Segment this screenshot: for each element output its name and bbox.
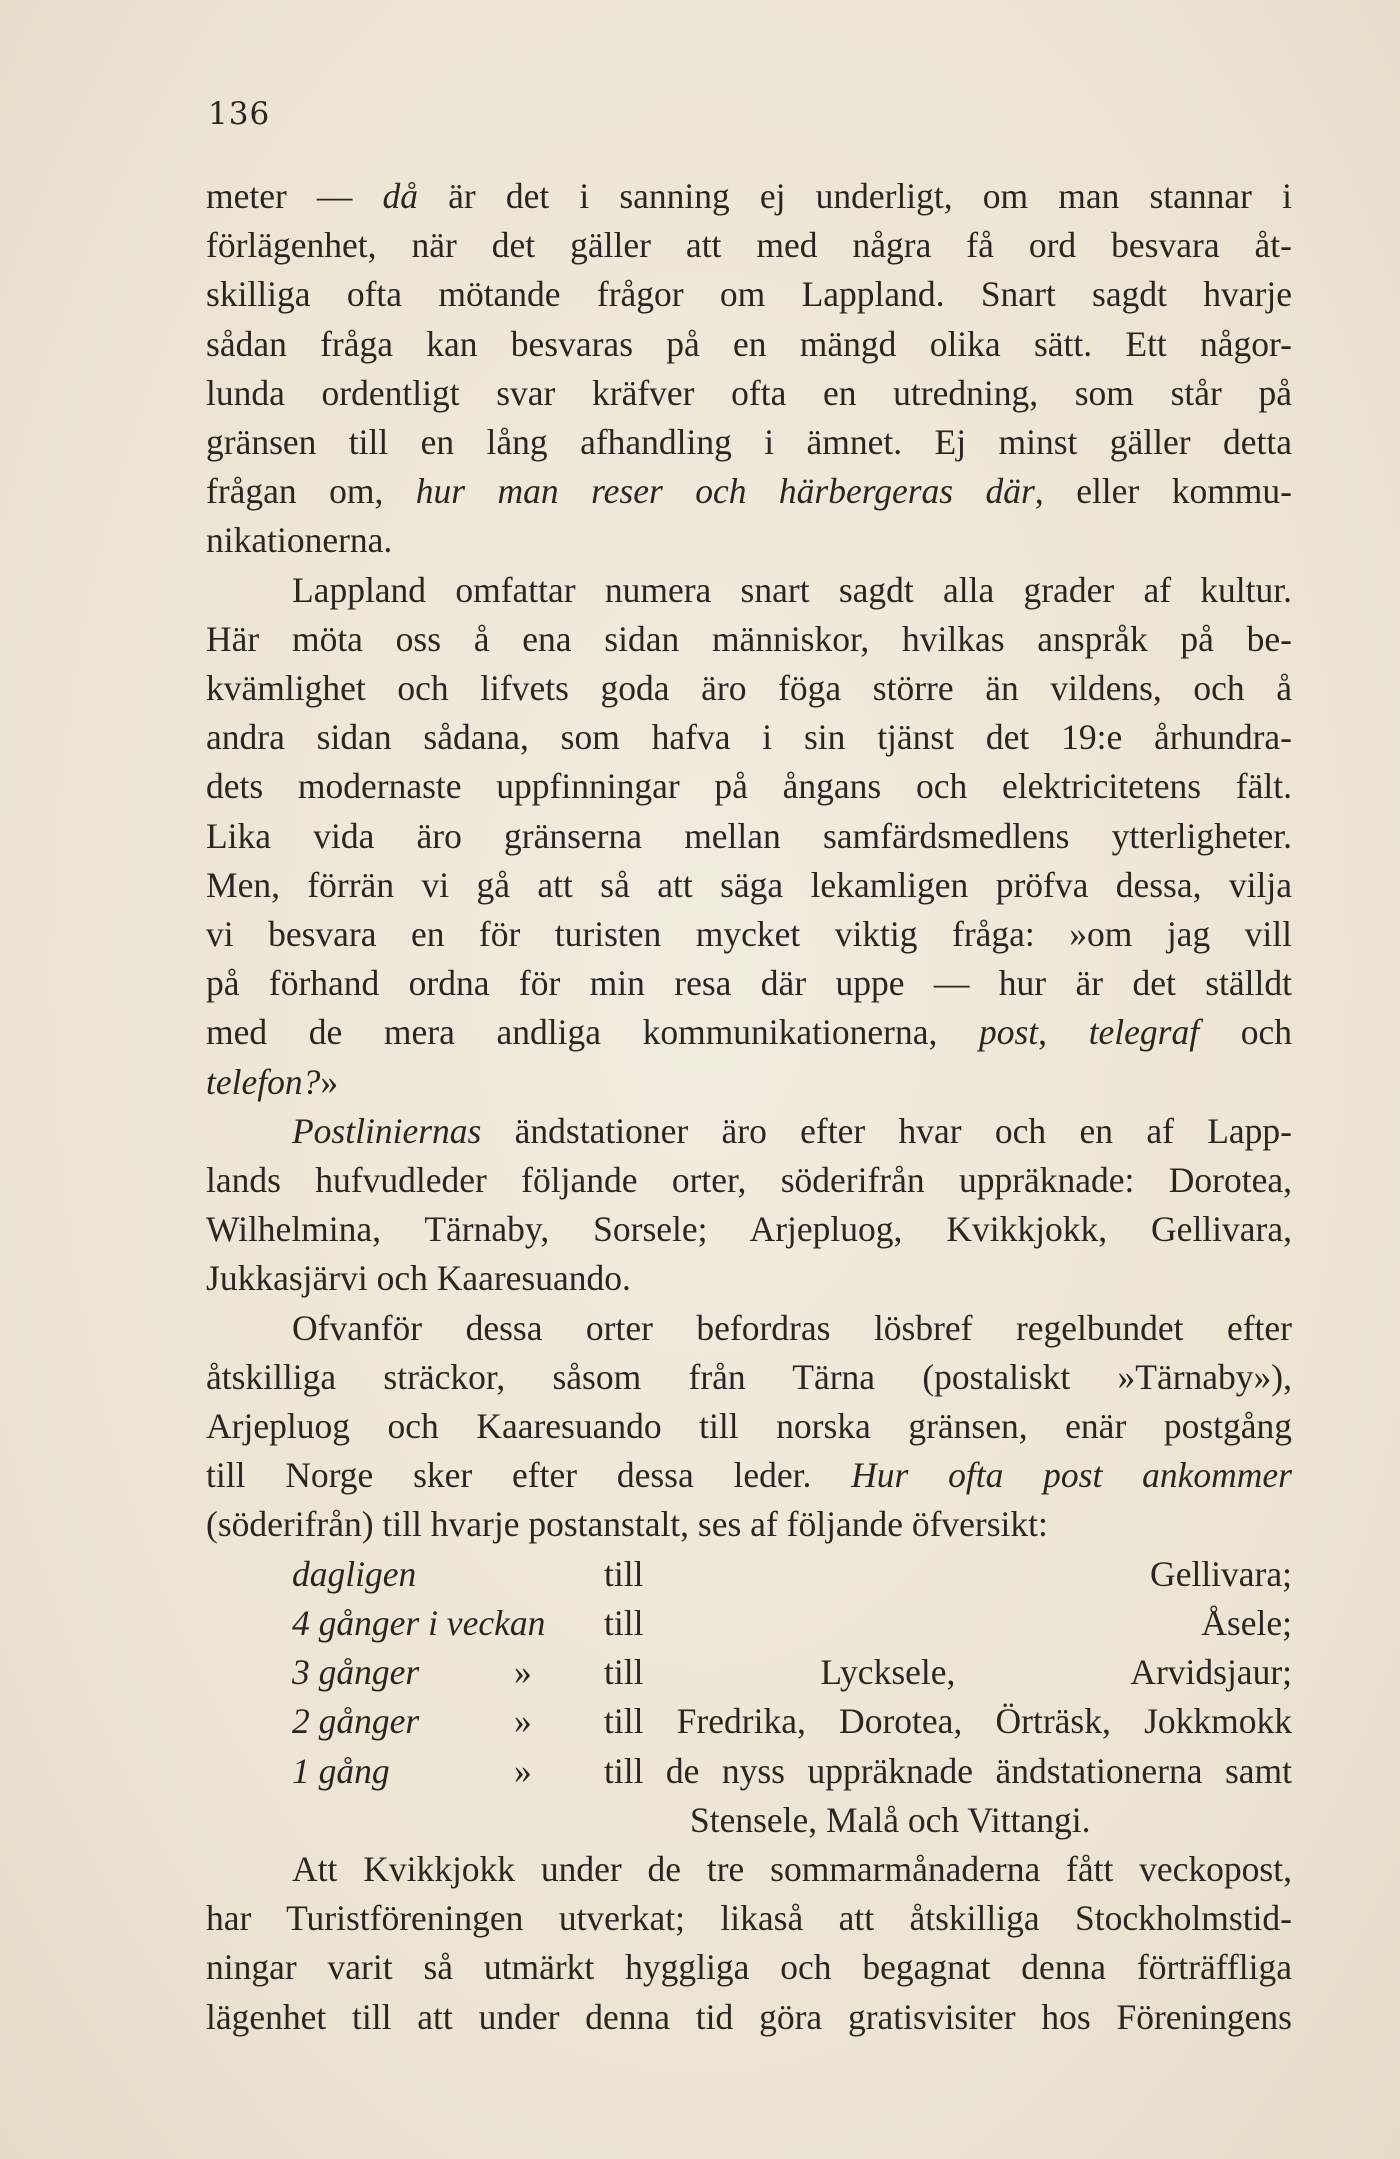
- text-run: nikationerna.: [206, 520, 393, 561]
- text-run: lands hufvudleder följande orter, söderifrån uppräknade: Dorotea,: [206, 1160, 1292, 1201]
- text-line: lägenhet till att under denna tid göra gratisvisiter hos Föreningens: [206, 1996, 1292, 2037]
- text-run: dets modernaste uppfinningar på ångans och elektricitetens fält.: [206, 766, 1292, 807]
- schedule-ditto: [514, 1599, 604, 1648]
- text-line: [206, 221, 1292, 270]
- text-run: (söderifrån) till hvarje postanstalt, ses af följande öfversikt:: [206, 1504, 1048, 1545]
- schedule-frequency: 4 gånger i veckan: [292, 1602, 546, 1643]
- text-line: [206, 418, 1292, 467]
- schedule-row: [292, 1697, 1292, 1746]
- schedule-destinations: till Lycksele, Arvidsjaur;: [604, 1652, 1292, 1693]
- text-run: Wilhelmina, Tärnaby, Sorsele; Arjepluog, Kvikkjokk, Gellivara,: [206, 1209, 1292, 1250]
- schedule-frequency: 2 gånger: [292, 1701, 420, 1742]
- page-number: 136: [208, 96, 271, 132]
- schedule-ditto: »: [514, 1652, 532, 1693]
- schedule-ditto: [514, 1550, 604, 1599]
- text-run: Här möta oss å ena sidan människor, hvilkas anspråk på be-: [206, 618, 1292, 659]
- schedule-row: [292, 1648, 1292, 1697]
- paragraphs: [206, 172, 1292, 1550]
- paragraph: [206, 566, 1292, 1107]
- schedule-destinations: till Fredrika, Dorotea, Örträsk, Jokkmokk: [604, 1701, 1292, 1742]
- body-text: [206, 172, 1292, 2042]
- text-line: [206, 959, 1292, 1008]
- text-run: Postliniernas: [292, 1110, 482, 1151]
- text-line: [206, 1107, 1292, 1156]
- text-run: Men, förrän vi gå att så att säga lekamligen pröfva dessa, vilja: [206, 864, 1292, 905]
- text-run: Lika vida äro gränserna mellan samfärdsmedlens ytterligheter.: [206, 815, 1292, 856]
- text-line: [206, 320, 1292, 369]
- schedule-frequency: 3 gånger: [292, 1652, 420, 1693]
- schedule-ditto: »: [514, 1750, 532, 1791]
- text-line: [206, 861, 1292, 910]
- text-run: åtskilliga sträckor, såsom från Tärna (postaliskt »Tärnaby»),: [206, 1356, 1292, 1397]
- text-run: gränsen till en lång afhandling i ämnet. Ej minst gäller detta: [206, 422, 1292, 463]
- schedule-row: [292, 1599, 1292, 1648]
- text-run: Jukkasjärvi och Kaaresuando.: [206, 1258, 631, 1299]
- text-line: [206, 369, 1292, 418]
- paragraph: [206, 172, 1292, 566]
- text-run: på förhand ordna för min resa där uppe — hur är det ställdt: [206, 963, 1292, 1004]
- text-run: hur man reser och härbergeras där: [415, 471, 1035, 512]
- text-line: [206, 172, 1292, 221]
- text-line: har Turistföreningen utverkat; likaså att åtskilliga Stockholmstid-: [206, 1898, 1292, 1939]
- schedule-frequency: dagligen: [292, 1553, 417, 1594]
- text-line: [206, 713, 1292, 762]
- text-run: kvämlighet och lifvets goda äro föga större än vildens, och å: [206, 668, 1292, 709]
- text-run: och: [1199, 1012, 1292, 1053]
- text-line: [206, 1254, 1292, 1303]
- schedule-destinations: till Gellivara;: [604, 1553, 1292, 1594]
- text-line: [206, 1402, 1292, 1451]
- text-run: till Norge sker efter dessa leder.: [206, 1455, 852, 1496]
- text-line: [206, 1353, 1292, 1402]
- text-line: [206, 615, 1292, 664]
- text-run: frågan om,: [206, 471, 416, 512]
- text-run: andra sidan sådana, som hafva i sin tjänst det 19:e århundra-: [206, 717, 1292, 758]
- schedule-row: [292, 1550, 1292, 1599]
- schedule-continuation: Stensele, Malå och Vittangi.: [690, 1799, 1091, 1840]
- text-line: [206, 1500, 1292, 1549]
- text-line: Att Kvikkjokk under de tre sommarmånaderna fått veckopost,: [292, 1848, 1292, 1889]
- text-line: [206, 1304, 1292, 1353]
- schedule-destinations: till Åsele;: [604, 1602, 1292, 1643]
- text-line: [206, 1058, 1292, 1107]
- text-run: telegraf: [1088, 1012, 1200, 1053]
- schedule-destinations: till de nyss uppräknade ändstationerna samt: [604, 1750, 1292, 1791]
- text-run: med de mera andliga kommunikationerna,: [206, 1012, 979, 1053]
- text-line: [206, 1451, 1292, 1500]
- text-line: [206, 812, 1292, 861]
- text-run: Lappland omfattar numera snart sagdt alla grader af kultur.: [292, 569, 1292, 610]
- text-line: [206, 1205, 1292, 1254]
- text-line: [206, 664, 1292, 713]
- schedule-frequency: 1 gång: [292, 1750, 390, 1791]
- text-run: ,: [1038, 1012, 1089, 1053]
- text-run: post: [978, 1012, 1039, 1053]
- paragraph: [206, 1107, 1292, 1304]
- text-run: lunda ordentligt svar kräfver ofta en utredning, som står på: [206, 372, 1292, 413]
- text-run: ändstationer äro efter hvar och en af Lapp-: [481, 1110, 1292, 1151]
- text-run: är det i sanning ej underligt, om man stannar i: [418, 176, 1292, 216]
- final-paragraph: [206, 1845, 1292, 2042]
- text-line: [206, 910, 1292, 959]
- text-line: [206, 1156, 1292, 1205]
- text-run: förlägenhet, när det gäller att med några få ord besvara åt-: [206, 225, 1292, 266]
- text-run: Ofvanför dessa orter befordras lösbref regelbundet efter: [292, 1307, 1292, 1348]
- schedule-row: [292, 1747, 1292, 1796]
- text-run: sådan fråga kan besvaras på en mängd olika sätt. Ett någor-: [206, 323, 1292, 364]
- text-run: »: [320, 1061, 339, 1102]
- text-run: vi besvara en för turisten mycket viktig fråga: »om jag vill: [206, 914, 1292, 955]
- text-line: ningar varit så utmärkt hyggliga och begagnat denna förträffliga: [206, 1947, 1292, 1988]
- text-line: [206, 1008, 1292, 1057]
- post-schedule: [292, 1550, 1292, 1845]
- text-run: telefon?: [206, 1061, 321, 1102]
- text-run: Hur ofta post ankommer: [851, 1455, 1292, 1496]
- text-run: skilliga ofta mötande frågor om Lappland. Snart sagdt hvarje: [206, 274, 1292, 315]
- text-line: [206, 566, 1292, 615]
- text-run: , eller kommu-: [1034, 471, 1292, 512]
- paragraph: [206, 1304, 1292, 1550]
- text-line: [206, 516, 1292, 565]
- text-line: [206, 762, 1292, 811]
- text-run: meter —: [206, 176, 383, 216]
- schedule-ditto: »: [514, 1701, 532, 1742]
- text-run: Arjepluog och Kaaresuando till norska gränsen, enär postgång: [206, 1406, 1292, 1447]
- text-run: då: [382, 176, 419, 216]
- text-line: [206, 467, 1292, 516]
- text-line: [206, 270, 1292, 319]
